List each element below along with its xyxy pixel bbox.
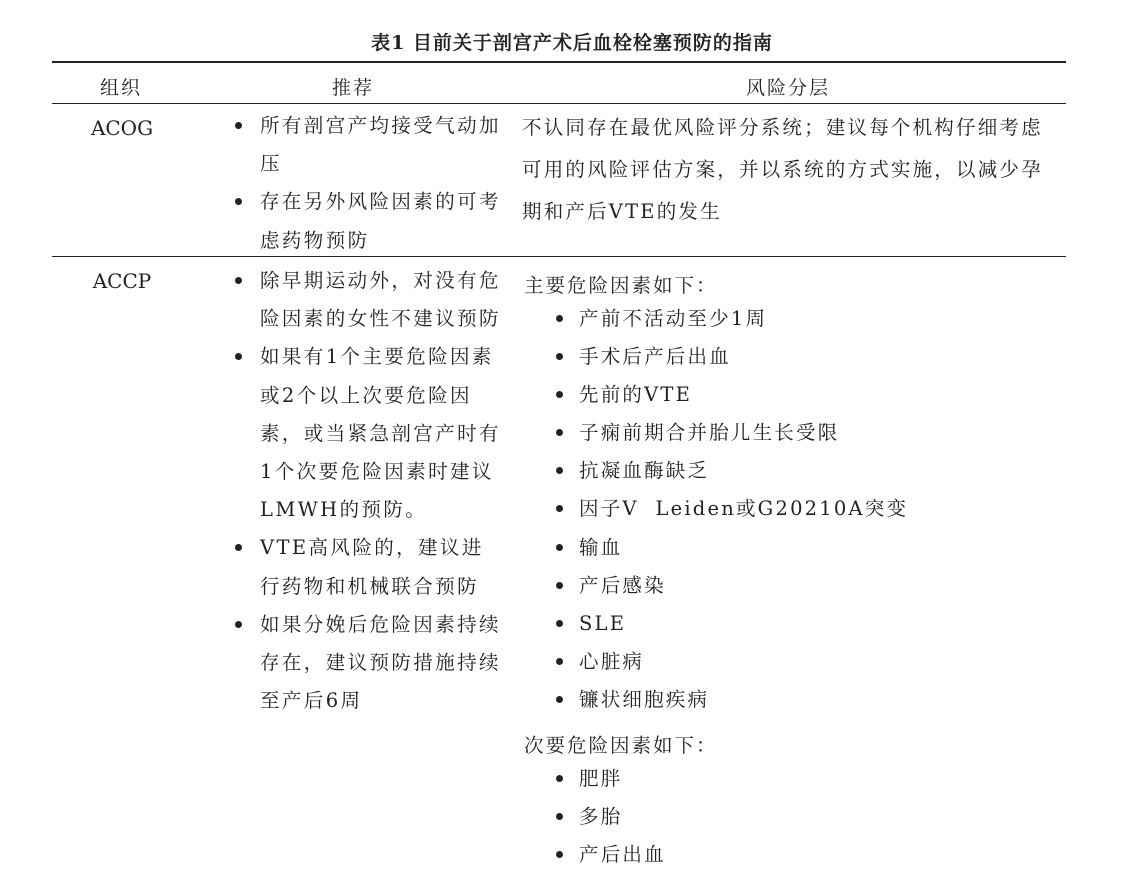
list-item: 除早期运动外，对没有危险因素的女性不建议预防 [232, 262, 502, 338]
table-caption: 表1 目前关于剖宫产术后血栓栓塞预防的指南 [371, 32, 773, 54]
minor-factors-list [553, 760, 666, 874]
minor-factors-title: 次要危险因素如下： [524, 734, 718, 757]
list-item: VTE高风险的，建议进行药物和机械联合预防 [232, 529, 502, 605]
recommendation-list-accp [232, 262, 502, 720]
list-item: 抗凝血酶缺乏 [553, 452, 908, 490]
list-item: 子痫前期合并胎儿生长受限 [553, 414, 908, 452]
list-item: 如果分娩后危险因素持续存在，建议预防措施持续至产后6周 [232, 606, 502, 721]
top-rule [52, 61, 1066, 63]
major-factors-title: 主要危险因素如下： [524, 274, 718, 297]
risk-text-acog: 不认同存在最优风险评分系统；建议每个机构仔细考虑可用的风险评估方案，并以系统的方式实施，以减少孕期和产后VTE的发生 [522, 116, 1043, 223]
row-org-accp: ACCP [92, 269, 152, 293]
header-recommendation: 推荐 [332, 77, 375, 99]
recommendation-list-acog [232, 107, 502, 260]
list-item: 心脏病 [553, 643, 908, 681]
row-rule [52, 256, 1066, 257]
list-item: SLE [553, 605, 908, 643]
list-item: 产后出血 [553, 836, 666, 874]
list-item: 镰状细胞疾病 [553, 681, 908, 719]
list-item: 先前的VTE [553, 376, 908, 414]
list-item: 产前不活动至少1周 [553, 300, 908, 338]
header-risk: 风险分层 [746, 77, 831, 99]
row-org-acog: ACOG [90, 116, 154, 140]
header-rule [52, 103, 1066, 104]
list-item: 手术后产后出血 [553, 338, 908, 376]
list-item: 因子V Leiden或G20210A突变 [553, 490, 908, 528]
list-item: 多胎 [553, 798, 666, 836]
list-item: 所有剖宫产均接受气动加压 [232, 107, 502, 183]
header-org: 组织 [100, 77, 143, 99]
list-item: 如果有1个主要危险因素或2个以上次要危险因素，或当紧急剖宫产时有1个次要危险因素时建议LMWH的预防。 [232, 338, 502, 529]
list-item: 输血 [553, 529, 908, 567]
list-item: 存在另外风险因素的可考虑药物预防 [232, 183, 502, 259]
list-item: 肥胖 [553, 760, 666, 798]
list-item: 产后感染 [553, 567, 908, 605]
major-factors-list [553, 300, 908, 719]
